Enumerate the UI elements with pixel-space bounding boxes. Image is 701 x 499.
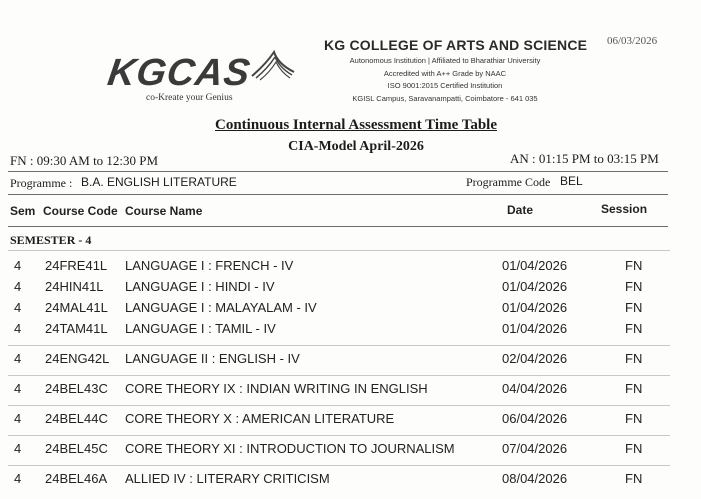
cell-sem: 4 <box>14 279 22 294</box>
cell-date: 07/04/2026 <box>502 441 568 456</box>
cell-sem: 4 <box>14 381 22 396</box>
logo-tagline: co-Kreate your Genius <box>146 93 233 103</box>
an-session-time: AN : 01:15 PM to 03:15 PM <box>510 151 659 166</box>
cell-session: FN <box>625 381 643 396</box>
programme-code-value: BEL <box>560 174 583 188</box>
cell-sem: 4 <box>14 351 22 366</box>
cell-course-code: 24BEL46A <box>45 471 108 486</box>
cell-course-name: CORE THEORY X : AMERICAN LITERATURE <box>125 411 395 426</box>
cell-course-code: 24TAM41L <box>45 321 108 336</box>
divider <box>8 194 668 195</box>
programme-code-label: Programme Code <box>466 175 551 189</box>
cell-date: 01/04/2026 <box>502 258 568 273</box>
college-name: KG COLLEGE OF ARTS AND SCIENCE <box>324 37 588 53</box>
cell-course-code: 24BEL44C <box>45 411 108 426</box>
cell-date: 06/04/2026 <box>502 411 568 426</box>
cell-course-name: LANGUAGE I : MALAYALAM - IV <box>125 300 317 315</box>
cell-date: 04/04/2026 <box>502 381 568 396</box>
fn-session-time: FN : 09:30 AM to 12:30 PM <box>10 153 159 168</box>
header-course-name: Course Name <box>125 204 203 218</box>
row-divider <box>8 465 670 466</box>
header-session: Session <box>601 202 648 216</box>
cell-course-code: 24FRE41L <box>45 258 108 273</box>
cell-date: 08/04/2026 <box>502 471 568 486</box>
semester-label: SEMESTER - 4 <box>10 233 92 247</box>
cell-sem: 4 <box>14 411 22 426</box>
cell-course-code: 24ENG42L <box>45 351 110 366</box>
row-divider <box>8 405 670 406</box>
programme-value: B.A. ENGLISH LITERATURE <box>81 175 237 189</box>
college-info-line: ISO 9001:2015 Certified Institution <box>387 81 503 90</box>
cell-course-name: LANGUAGE I : TAMIL - IV <box>125 321 276 336</box>
college-logo: KGCAS <box>105 52 254 94</box>
cell-course-name: CORE THEORY XI : INTRODUCTION TO JOURNALISM <box>125 441 455 456</box>
header-course-code: Course Code <box>43 204 118 218</box>
cell-session: FN <box>625 351 643 366</box>
header-sem: Sem <box>10 204 36 218</box>
book-icon <box>248 46 298 86</box>
cell-session: FN <box>625 258 643 273</box>
cell-course-name: CORE THEORY IX : INDIAN WRITING IN ENGLISH <box>125 381 428 396</box>
cell-session: FN <box>625 441 643 456</box>
row-divider <box>8 375 670 376</box>
cell-session: FN <box>625 300 643 315</box>
cell-session: FN <box>625 321 643 336</box>
cell-course-name: LANGUAGE II : ENGLISH - IV <box>125 351 300 366</box>
cell-date: 01/04/2026 <box>502 300 568 315</box>
cell-course-code: 24BEL45C <box>45 441 108 456</box>
cell-date: 01/04/2026 <box>502 321 568 336</box>
cell-sem: 4 <box>14 471 22 486</box>
header-date: Date <box>507 203 534 217</box>
row-divider <box>8 345 670 346</box>
cell-course-name: ALLIED IV : LITERARY CRITICISM <box>125 471 330 486</box>
cell-session: FN <box>625 471 643 486</box>
cell-course-code: 24HIN41L <box>45 279 104 294</box>
programme-label: Programme : <box>10 176 73 190</box>
college-info-line: Autonomous Institution | Affiliated to Bharathiar University <box>349 56 541 65</box>
cell-course-code: 24BEL43C <box>45 381 108 396</box>
cell-course-name: LANGUAGE I : HINDI - IV <box>125 279 275 294</box>
row-divider <box>8 435 670 436</box>
cell-session: FN <box>625 411 643 426</box>
cell-date: 01/04/2026 <box>502 279 568 294</box>
page-subtitle: CIA-Model April-2026 <box>288 139 424 154</box>
college-info-line: Accredited with A++ Grade by NAAC <box>383 69 507 78</box>
cell-course-name: LANGUAGE I : FRENCH - IV <box>125 258 294 273</box>
page-title: Continuous Internal Assessment Time Table <box>214 117 497 133</box>
cell-sem: 4 <box>14 321 22 336</box>
row-divider <box>8 250 670 251</box>
cell-sem: 4 <box>14 258 22 273</box>
print-date: 06/03/2026 <box>607 35 658 47</box>
divider <box>8 171 668 172</box>
cell-date: 02/04/2026 <box>502 351 568 366</box>
cell-course-code: 24MAL41L <box>45 300 108 315</box>
divider <box>8 226 668 227</box>
cell-sem: 4 <box>14 300 22 315</box>
cell-sem: 4 <box>14 441 22 456</box>
college-address: KGISL Campus, Saravanampatti, Coimbatore - 641 035 <box>352 94 538 103</box>
cell-session: FN <box>625 279 643 294</box>
